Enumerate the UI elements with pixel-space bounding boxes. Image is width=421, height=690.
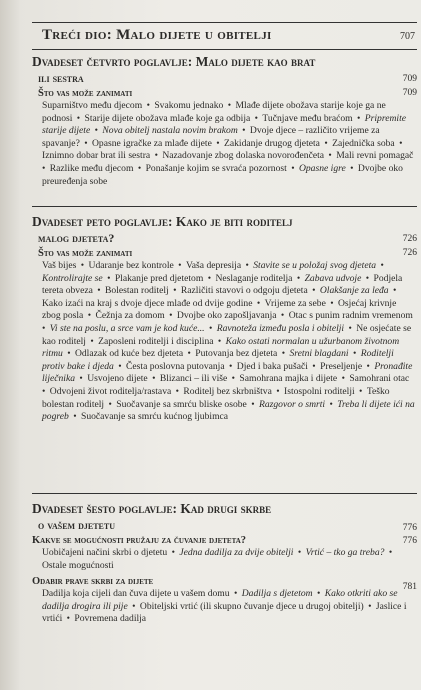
topic-entry: Kontrolirajte se	[42, 272, 103, 284]
topic-entry: Česta poslovna putovanja	[126, 360, 225, 372]
topic-entry: Kako ostati normalan u užurbanom životnom ritmu	[42, 335, 400, 360]
topic-entry: Samohrana majka i dijete	[239, 373, 338, 385]
section-title-text: Što vas može zanimati	[38, 88, 133, 99]
bullet-separator: •	[363, 272, 372, 284]
bullet-separator: •	[365, 600, 374, 612]
bullet-separator: •	[350, 348, 359, 360]
topic-entry: Tučnjave među braćom	[262, 112, 353, 124]
topic-entry: Pripremite starije dijete	[42, 112, 407, 137]
topic-entry: Djed i baka pušači	[236, 360, 308, 372]
page-gutter-shadow	[0, 0, 20, 690]
bullet-separator: •	[243, 260, 252, 271]
bullet-separator: •	[295, 547, 304, 558]
chapter-page-number: 709	[402, 74, 417, 84]
topic-entry: Zabava udvoje	[304, 272, 362, 284]
chapter-title-line2: o vašem djetetu	[38, 518, 115, 532]
bullet-separator: •	[252, 112, 261, 124]
chapter-title: Dvadeset šesto poglavlje: Kad drugi skrbe	[32, 501, 272, 516]
topic-entry: Vrtić – tko ga treba?	[305, 547, 385, 558]
topic-entry: Dvojbe oko preuređenja sobe	[42, 162, 403, 187]
chapter-title-line2: malog djeteta?	[38, 231, 115, 245]
topic-entry: Vrijeme za sebe	[264, 297, 326, 309]
bullet-separator: •	[42, 162, 48, 174]
part-page-number: 707	[400, 31, 415, 42]
topic-entry: Suočavanje sa smrću kućnog ljubimca	[80, 411, 229, 423]
topic-entry: Dadilja s djetetom	[241, 588, 313, 600]
topic-entry: Iznimno dobar brat ili sestra	[42, 150, 151, 162]
topic-entry: Vaš bijes	[42, 260, 77, 271]
bullet-separator: •	[42, 322, 48, 334]
bullet-separator: •	[327, 297, 336, 309]
topic-entry: Teško bolestan roditelj	[42, 385, 390, 410]
bullet-separator: •	[74, 112, 83, 124]
bullet-separator: •	[347, 162, 356, 174]
bullet-separator: •	[87, 335, 97, 347]
bullet-separator: •	[309, 285, 318, 297]
topic-entry: Ne osjećate se kao roditelj	[42, 322, 412, 347]
bullet-separator: •	[92, 125, 101, 137]
topic-entry: Opasne igre	[298, 162, 346, 174]
chapter-26	[32, 500, 417, 626]
section-title	[32, 575, 417, 593]
bullet-separator: •	[321, 137, 331, 149]
bullet-separator: •	[78, 260, 87, 271]
bullet-separator: •	[354, 112, 363, 124]
bullet-separator: •	[346, 322, 355, 334]
topic-entry: Nova obitelj nastala novim brakom	[102, 125, 238, 137]
bullet-separator: •	[185, 348, 194, 360]
bullet-separator: •	[327, 398, 336, 410]
topic-list	[42, 588, 417, 626]
bullet-separator: •	[390, 285, 397, 297]
topic-entry: Ravnoteža između posla i obitelji	[216, 322, 345, 334]
topic-entry: Putovanja bez djeteta	[195, 348, 278, 360]
bullet-separator: •	[239, 125, 248, 137]
topic-entry: Vaša depresija	[185, 260, 242, 271]
bullet-separator: •	[213, 137, 223, 149]
bullet-separator: •	[81, 137, 90, 149]
bullet-separator: •	[229, 373, 238, 385]
topic-entry: Neslaganje roditelja	[215, 272, 293, 284]
topic-list	[42, 260, 417, 424]
bullet-separator: •	[77, 373, 86, 385]
topic-entry: Samohrani otac	[349, 373, 410, 385]
bullet-separator: •	[169, 547, 178, 558]
bullet-separator: •	[326, 150, 335, 162]
bullet-separator: •	[85, 310, 94, 322]
bullet-separator: •	[314, 588, 323, 600]
bullet-separator: •	[215, 335, 224, 347]
bullet-separator: •	[104, 272, 113, 284]
topic-entry: Čežnja za domom	[95, 310, 165, 322]
bullet-separator: •	[175, 260, 184, 271]
topic-list	[42, 547, 417, 572]
topic-entry: Starije dijete obožava mlađe koje ga odbija	[84, 112, 251, 124]
topic-entry: Dvojbe oko zapošljavanja	[176, 310, 277, 322]
chapter-page-number: 776	[402, 523, 417, 533]
topic-entry: Udaranje bez kontrole	[88, 260, 174, 271]
section-page-number: 781	[402, 582, 417, 593]
part-title: Treći dio: Malo dijete u obitelji	[42, 27, 272, 43]
topic-entry: Istospolni roditelji	[284, 385, 355, 397]
topic-entry: Kako izaći na kraj s dvoje djece mlađe od dvije godine	[42, 297, 253, 309]
topic-entry: Podjela tereta obveza	[42, 272, 403, 297]
bullet-separator: •	[205, 272, 214, 284]
chapter-divider	[32, 206, 417, 207]
topic-entry: Mlađe dijete obožava starije koje ga ne podnosi	[42, 100, 386, 124]
bullet-separator: •	[288, 162, 297, 174]
topic-entry: Različiti stavovi o odgoju djeteta	[180, 285, 308, 297]
topic-entry: Sretni blagdani	[289, 348, 349, 360]
bullet-separator: •	[339, 373, 348, 385]
topic-entry: Roditelji protiv bake i djeda	[42, 348, 394, 372]
bullet-separator: •	[64, 613, 73, 625]
topic-entry: Zakidanje drugog djeteta	[224, 137, 320, 149]
topic-entry: Stavite se u položaj svog djeteta	[253, 260, 377, 271]
section-page-number: 726	[402, 248, 417, 258]
bullet-separator: •	[225, 100, 234, 111]
topic-entry: Otac s punim radnim vremenom	[288, 310, 413, 322]
section-title-text: Što vas može zanimati	[38, 248, 133, 259]
topic-entry: Povremena dadilja	[74, 613, 147, 625]
section-title	[38, 87, 417, 100]
topic-entry: Kako otkriti ako se dadilja drogira ili pije	[42, 588, 398, 612]
bullet-separator: •	[386, 547, 393, 558]
section-page-number: 776	[402, 536, 417, 546]
topic-entry: Opasne igračke za mlađe dijete	[91, 137, 212, 149]
bullet-separator: •	[152, 150, 161, 162]
bullet-separator: •	[364, 360, 373, 372]
chapter-page-number: 726	[402, 234, 417, 244]
chapter-title-continued	[38, 230, 417, 246]
topic-entry: Jedna dadilja za dvije obitelji	[179, 547, 294, 558]
topic-entry: Jaslice i vrtići	[42, 600, 407, 625]
bullet-separator: •	[278, 310, 287, 322]
section-title	[38, 247, 417, 260]
bullet-separator: •	[129, 600, 138, 612]
section-page-number: 709	[402, 88, 417, 98]
bullet-separator: •	[94, 285, 104, 297]
bullet-separator: •	[64, 348, 73, 360]
topic-entry: Usvojeno dijete	[87, 373, 148, 385]
bullet-separator: •	[166, 310, 175, 322]
topic-entry: Blizanci – ili više	[159, 373, 228, 385]
bullet-separator: •	[294, 272, 303, 284]
bullet-separator: •	[254, 297, 263, 309]
section-title-text: Kakve se mogućnosti pružaju za čuvanje djeteta?	[32, 535, 247, 546]
topic-entry: Suparništvo među djecom	[42, 100, 143, 111]
topic-entry: Nazadovanje zbog dolaska novorođenčeta	[162, 150, 325, 162]
chapter-title: Dvadeset peto poglavlje: Kako je biti roditelj	[32, 214, 293, 229]
part-header	[32, 22, 417, 50]
topic-entry: Svakomu jednako	[154, 100, 224, 111]
bullet-separator: •	[42, 385, 48, 397]
bullet-separator: •	[279, 348, 288, 360]
topic-entry: Treba li dijete ići na pogreb	[42, 398, 415, 423]
bullet-separator: •	[115, 360, 125, 372]
chapter-title-line2: ili sestra	[38, 71, 84, 85]
topic-entry: Ostale mogućnosti	[42, 559, 114, 571]
topic-entry: Ponašanje kojim se svraća pozornost	[145, 162, 287, 174]
chapter-title: Dvadeset četvrto poglavlje: Malo dijete kao brat	[32, 54, 316, 69]
topic-entry: Obiteljski vrtić (ili skupno čuvanje djece u drugoj obitelji)	[139, 600, 364, 612]
topic-entry: Plakanje pred djetetom	[114, 272, 204, 284]
topic-entry: Zaposleni roditelji i disciplina	[98, 335, 214, 347]
bullet-separator: •	[273, 385, 283, 397]
topic-entry: Roditelj bez skrbništva	[183, 385, 272, 397]
chapter-divider	[32, 493, 417, 494]
topic-entry: Zajednička soba	[332, 137, 395, 149]
topic-list	[42, 100, 417, 188]
topic-entry: Suočavanje sa smrću bliske osobe	[116, 398, 247, 410]
topic-entry: Razlike među djecom	[49, 162, 134, 174]
topic-entry: Vi ste na poslu, a srce vam je kod kuće...	[49, 322, 205, 334]
bullet-separator: •	[106, 398, 115, 410]
bullet-separator: •	[149, 373, 158, 385]
chapter-25	[32, 213, 417, 424]
chapter-title-continued	[38, 517, 417, 533]
chapter-24	[32, 53, 417, 188]
topic-entry: Bolestan roditelj	[105, 285, 169, 297]
bullet-separator: •	[231, 588, 240, 600]
topic-entry: Odvojeni život roditelja/rastava	[49, 385, 172, 397]
bullet-separator: •	[206, 322, 215, 334]
bullet-separator: •	[70, 411, 79, 423]
topic-entry: Uobičajeni načini skrbi o djetetu	[42, 547, 168, 558]
bullet-separator: •	[226, 360, 235, 372]
topic-entry: Odlazak od kuće bez djeteta	[74, 348, 184, 360]
topic-entry: Dvoje djece – različito vrijeme za spavanje?	[42, 125, 380, 149]
bullet-separator: •	[173, 385, 182, 397]
section-title-text: Odabir prave skrbi za dijete	[32, 576, 154, 588]
bullet-separator: •	[135, 162, 144, 174]
topic-entry: Osjećaj krivnje zbog posla	[42, 297, 397, 322]
bullet-separator: •	[170, 285, 179, 297]
topic-entry: Pronađite liječnika	[42, 360, 413, 385]
bullet-separator: •	[144, 100, 153, 111]
bullet-separator: •	[248, 398, 257, 410]
chapter-title-continued	[38, 70, 417, 86]
topic-entry: Razgovor o smrti	[258, 398, 326, 410]
bullet-separator: •	[396, 137, 403, 149]
bullet-separator: •	[378, 260, 384, 271]
topic-entry: Mali revni pomagač	[336, 150, 414, 162]
bullet-separator: •	[356, 385, 365, 397]
bullet-separator: •	[309, 360, 319, 372]
topic-entry: Preseljenje	[320, 360, 363, 372]
topic-entry: Olakšanje za leđa	[319, 285, 389, 297]
topic-entry: Dadilja koja cijeli dan čuva dijete u vašem domu	[42, 588, 230, 600]
